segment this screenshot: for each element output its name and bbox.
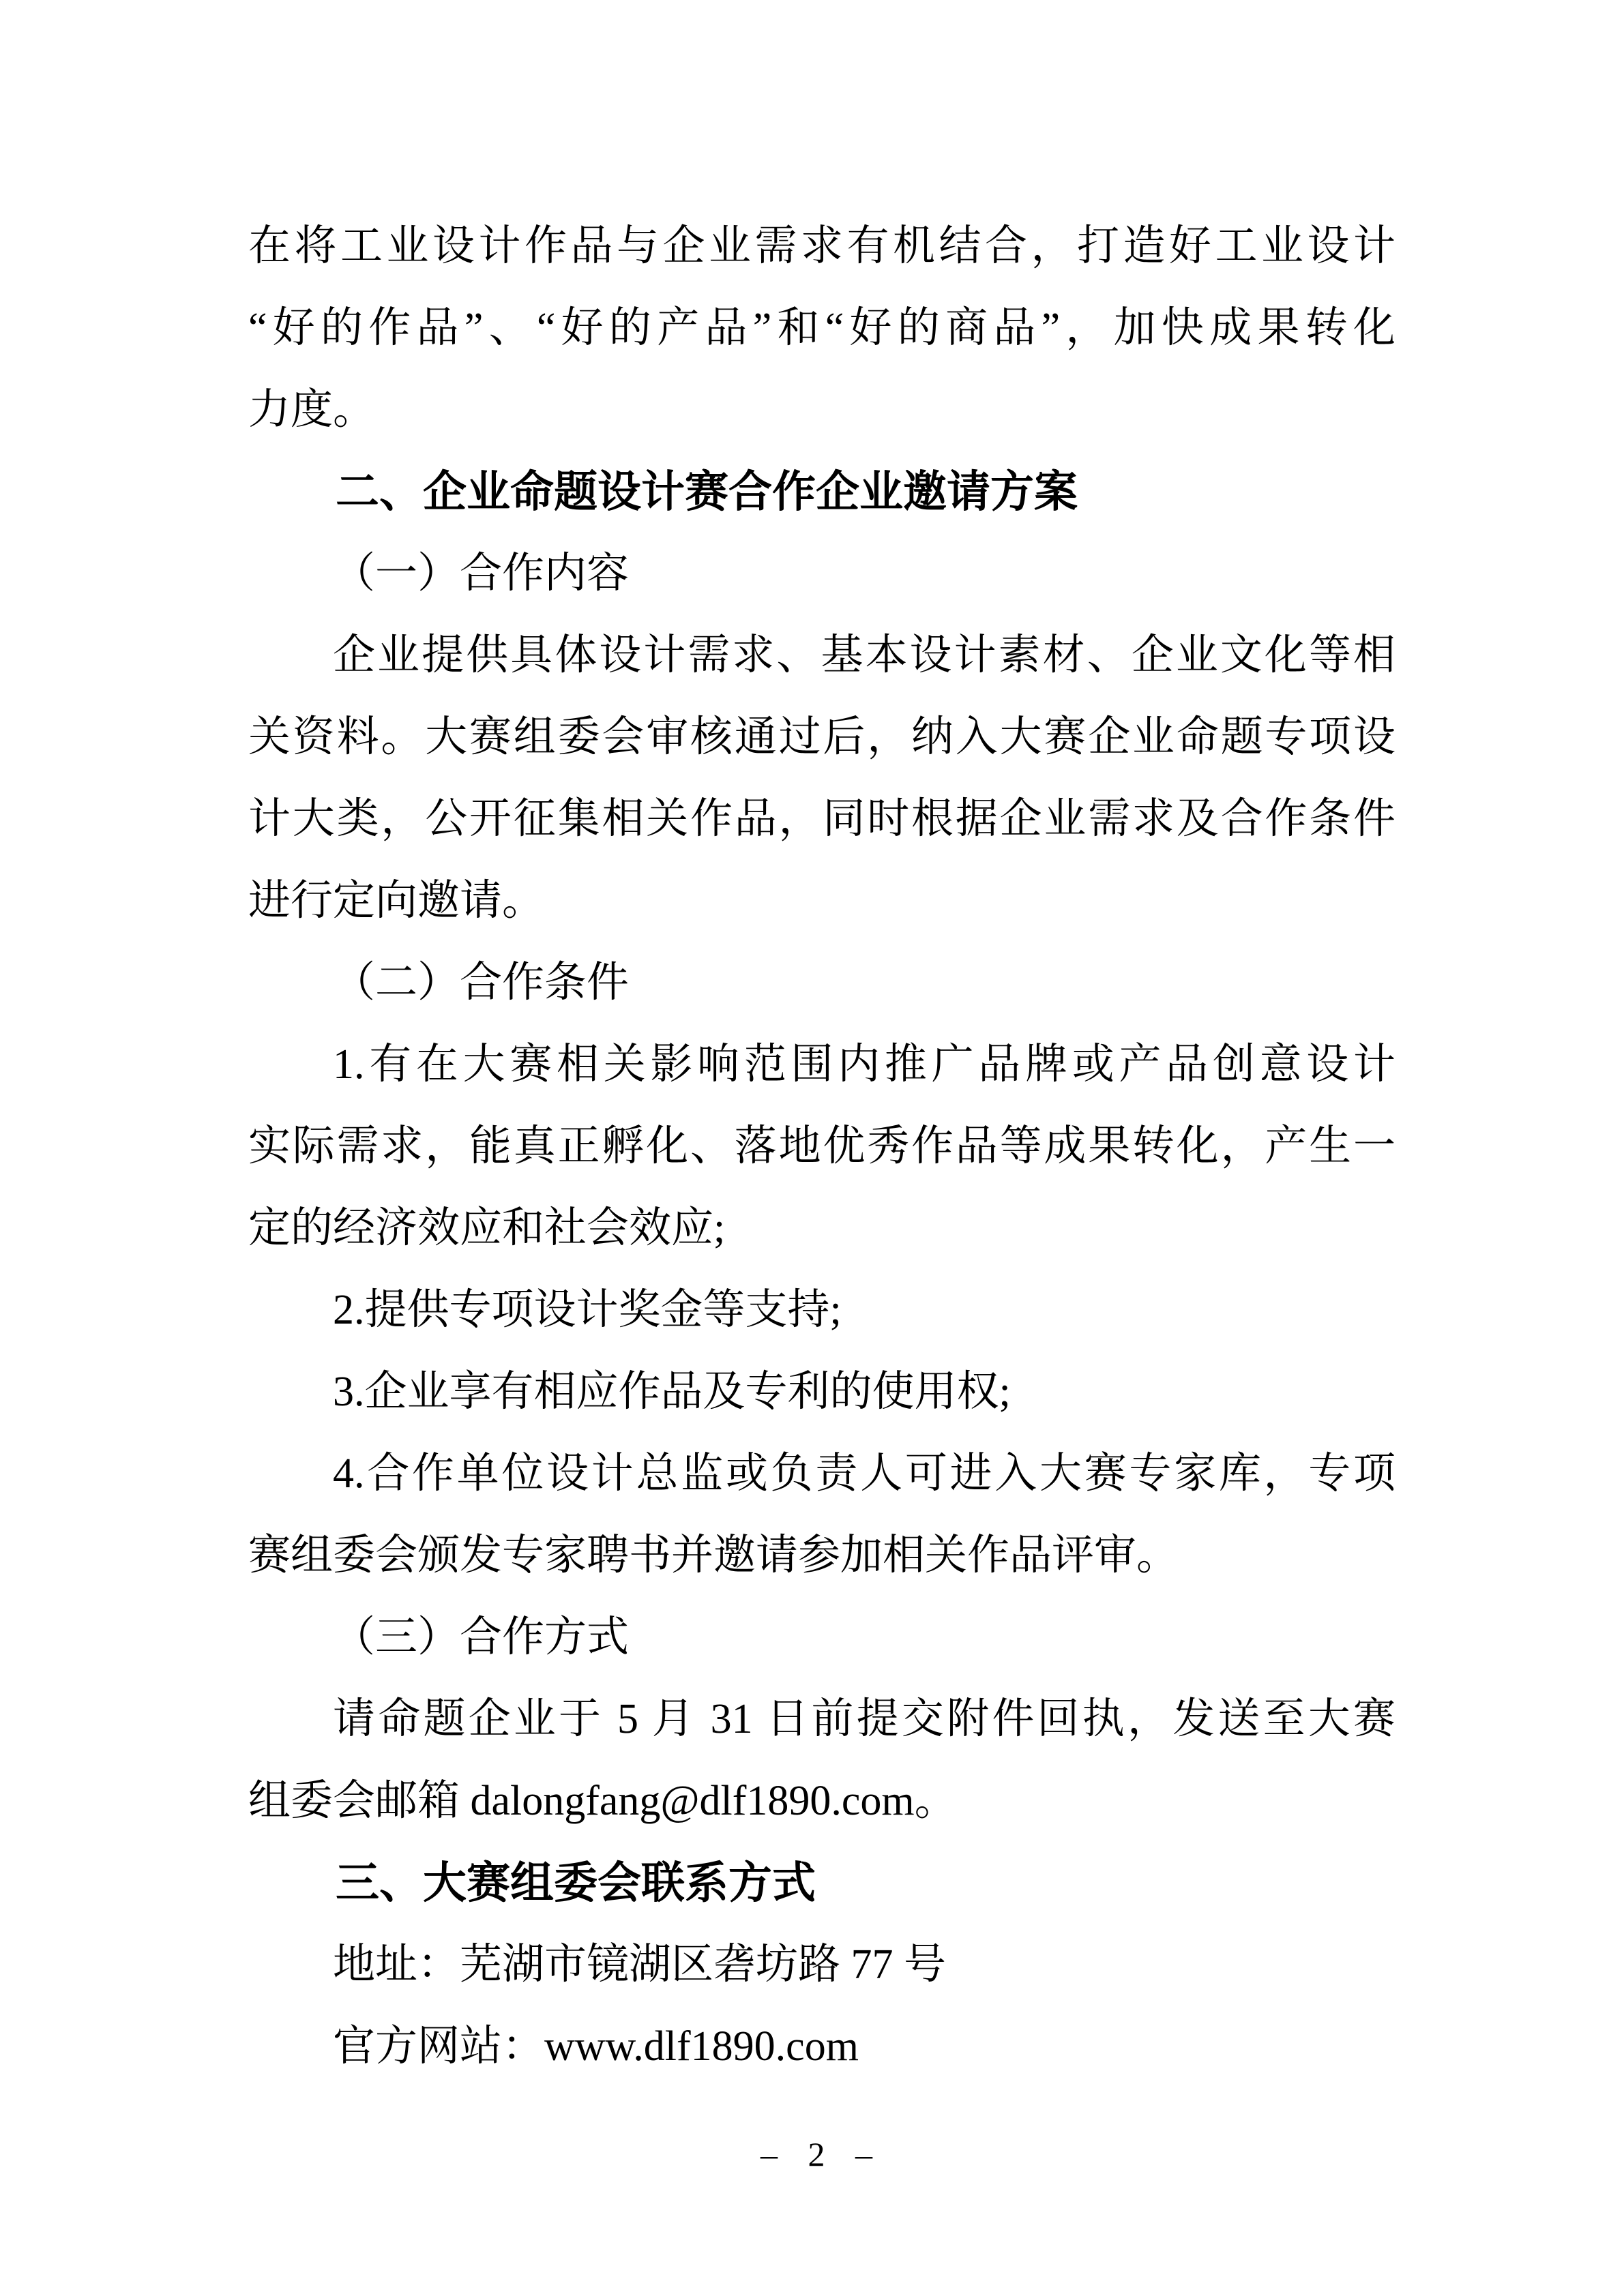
page-number: – 2 – [761,2135,883,2173]
list-item-1-line-3: 定的经济效应和社会效应; [248,1205,726,1251]
para-intro-line-2: “好的作品”、“好的产品”和“好的商品”，加快成果转化 [248,305,1396,351]
para-intro-line-1: 在将工业设计作品与企业需求有机结合，打造好工业设计 [248,223,1396,269]
contact-website-line: 官方网站：www.dlf1890.com [333,2023,859,2070]
subheading-2-3-cooperation-method: （三）合作方式 [333,1614,630,1660]
para-content-line-4: 进行定向邀请。 [248,878,545,924]
list-item-1-line-1: 1.有在大赛相关影响范围内推广品牌或产品创意设计 [333,1041,1396,1088]
para-content-line-2: 关资料。大赛组委会审核通过后，纳入大赛企业命题专项设 [248,714,1396,760]
heading-section-2: 二、企业命题设计赛合作企业邀请方案 [336,467,1078,516]
contact-address-line: 地址：芜湖市镜湖区砻坊路 77 号 [333,1941,947,1988]
para-method-line-2-email: 组委会邮箱 dalongfang@dlf1890.com。 [248,1778,957,1824]
subheading-2-2-cooperation-conditions: （二）合作条件 [333,959,630,1006]
para-content-line-3: 计大类，公开征集相关作品，同时根据企业需求及合作条件 [248,796,1396,842]
para-content-line-1: 企业提供具体设计需求、基本设计素材、企业文化等相 [333,632,1396,679]
list-item-3: 3.企业享有相应作品及专利的使用权; [333,1369,1011,1415]
para-method-line-1: 请命题企业于 5 月 31 日前提交附件回执，发送至大赛 [333,1696,1396,1742]
subheading-2-1-cooperation-content: （一）合作内容 [333,550,630,597]
heading-section-3-contact: 三、大赛组委会联系方式 [336,1858,816,1907]
para-intro-line-3: 力度。 [248,387,376,433]
list-item-4-line-1: 4.合作单位设计总监或负责人可进入大赛专家库，专项 [333,1450,1396,1497]
list-item-1-line-2: 实际需求，能真正孵化、落地优秀作品等成果转化，产生一 [248,1123,1396,1169]
list-item-4-line-2: 赛组委会颁发专家聘书并邀请参加相关作品评审。 [248,1532,1179,1579]
list-item-2: 2.提供专项设计奖金等支持; [333,1287,842,1333]
